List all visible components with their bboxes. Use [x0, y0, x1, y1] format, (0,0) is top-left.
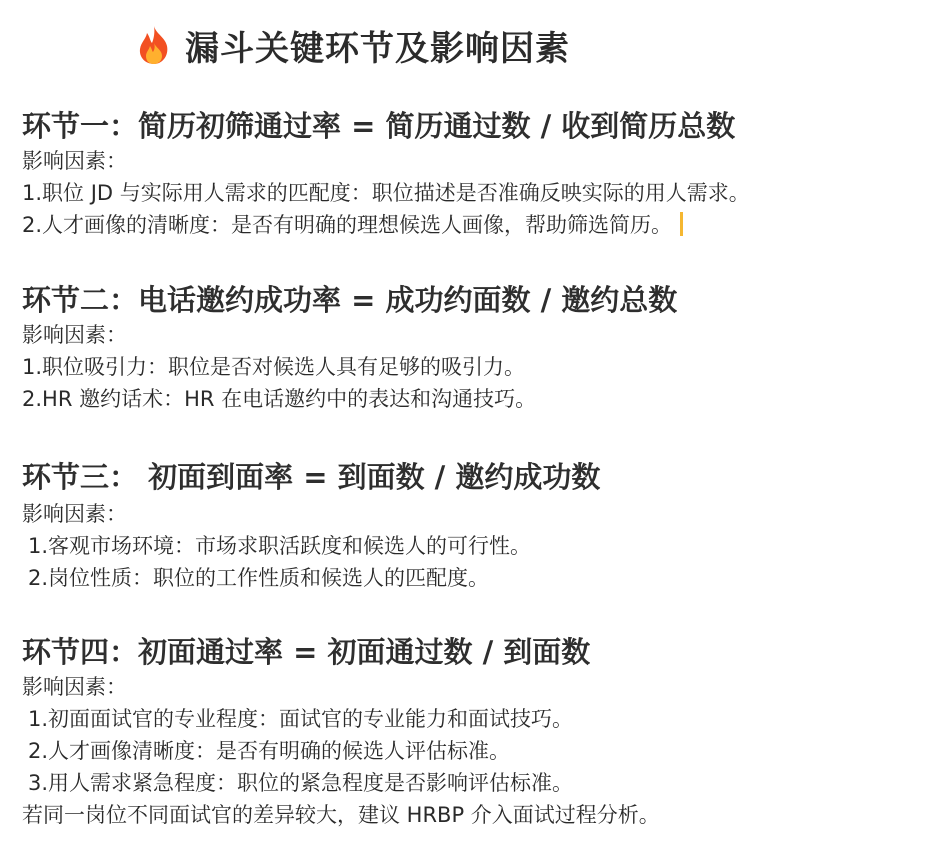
factor-item: 1.职位吸引力：职位是否对候选人具有足够的吸引力。 — [22, 355, 526, 379]
factor-item: 2.岗位性质：职位的工作性质和候选人的匹配度。 — [28, 566, 490, 590]
factors-label: 影响因素： — [22, 323, 127, 347]
factor-item: 1.职位 JD 与实际用人需求的匹配度：职位描述是否准确反映实际的用人需求。 — [22, 181, 750, 205]
section-4 — [22, 632, 922, 831]
factor-text: 2.人才画像的清晰度：是否有明确的理想候选人画像，帮助筛选简历。 — [22, 213, 673, 237]
fire-icon — [135, 25, 173, 65]
section-note: 若同一岗位不同面试官的差异较大，建议 HRBP 介入面试过程分析。 — [22, 803, 660, 827]
factor-item: 2.HR 邀约话术：HR 在电话邀约中的表达和沟通技巧。 — [22, 387, 537, 411]
factors-label: 影响因素： — [22, 149, 127, 173]
text-cursor — [680, 212, 683, 236]
factor-item-with-cursor — [22, 209, 922, 241]
section-1 — [22, 106, 922, 241]
factor-item: 3.用人需求紧急程度：职位的紧急程度是否影响评估标准。 — [28, 771, 574, 795]
factor-item: 2.人才画像清晰度：是否有明确的候选人评估标准。 — [28, 739, 511, 763]
section-heading: 环节一：简历初筛通过率 = 简历通过数 / 收到简历总数 — [22, 109, 736, 143]
page-title: 漏斗关键环节及影响因素 — [185, 28, 570, 69]
factors-label: 影响因素： — [22, 502, 127, 526]
factor-item: 1.初面面试官的专业程度：面试官的专业能力和面试技巧。 — [28, 707, 574, 731]
section-2 — [22, 280, 922, 415]
factors-label: 影响因素： — [22, 675, 127, 699]
section-heading: 环节三： 初面到面率 = 到面数 / 邀约成功数 — [22, 460, 601, 494]
section-heading: 环节四：初面通过率 = 初面通过数 / 到面数 — [22, 635, 591, 669]
title-row — [135, 20, 570, 70]
factor-item: 1.客观市场环境：市场求职活跃度和候选人的可行性。 — [28, 534, 532, 558]
section-heading: 环节二：电话邀约成功率 = 成功约面数 / 邀约总数 — [22, 283, 678, 317]
section-3 — [22, 457, 922, 594]
